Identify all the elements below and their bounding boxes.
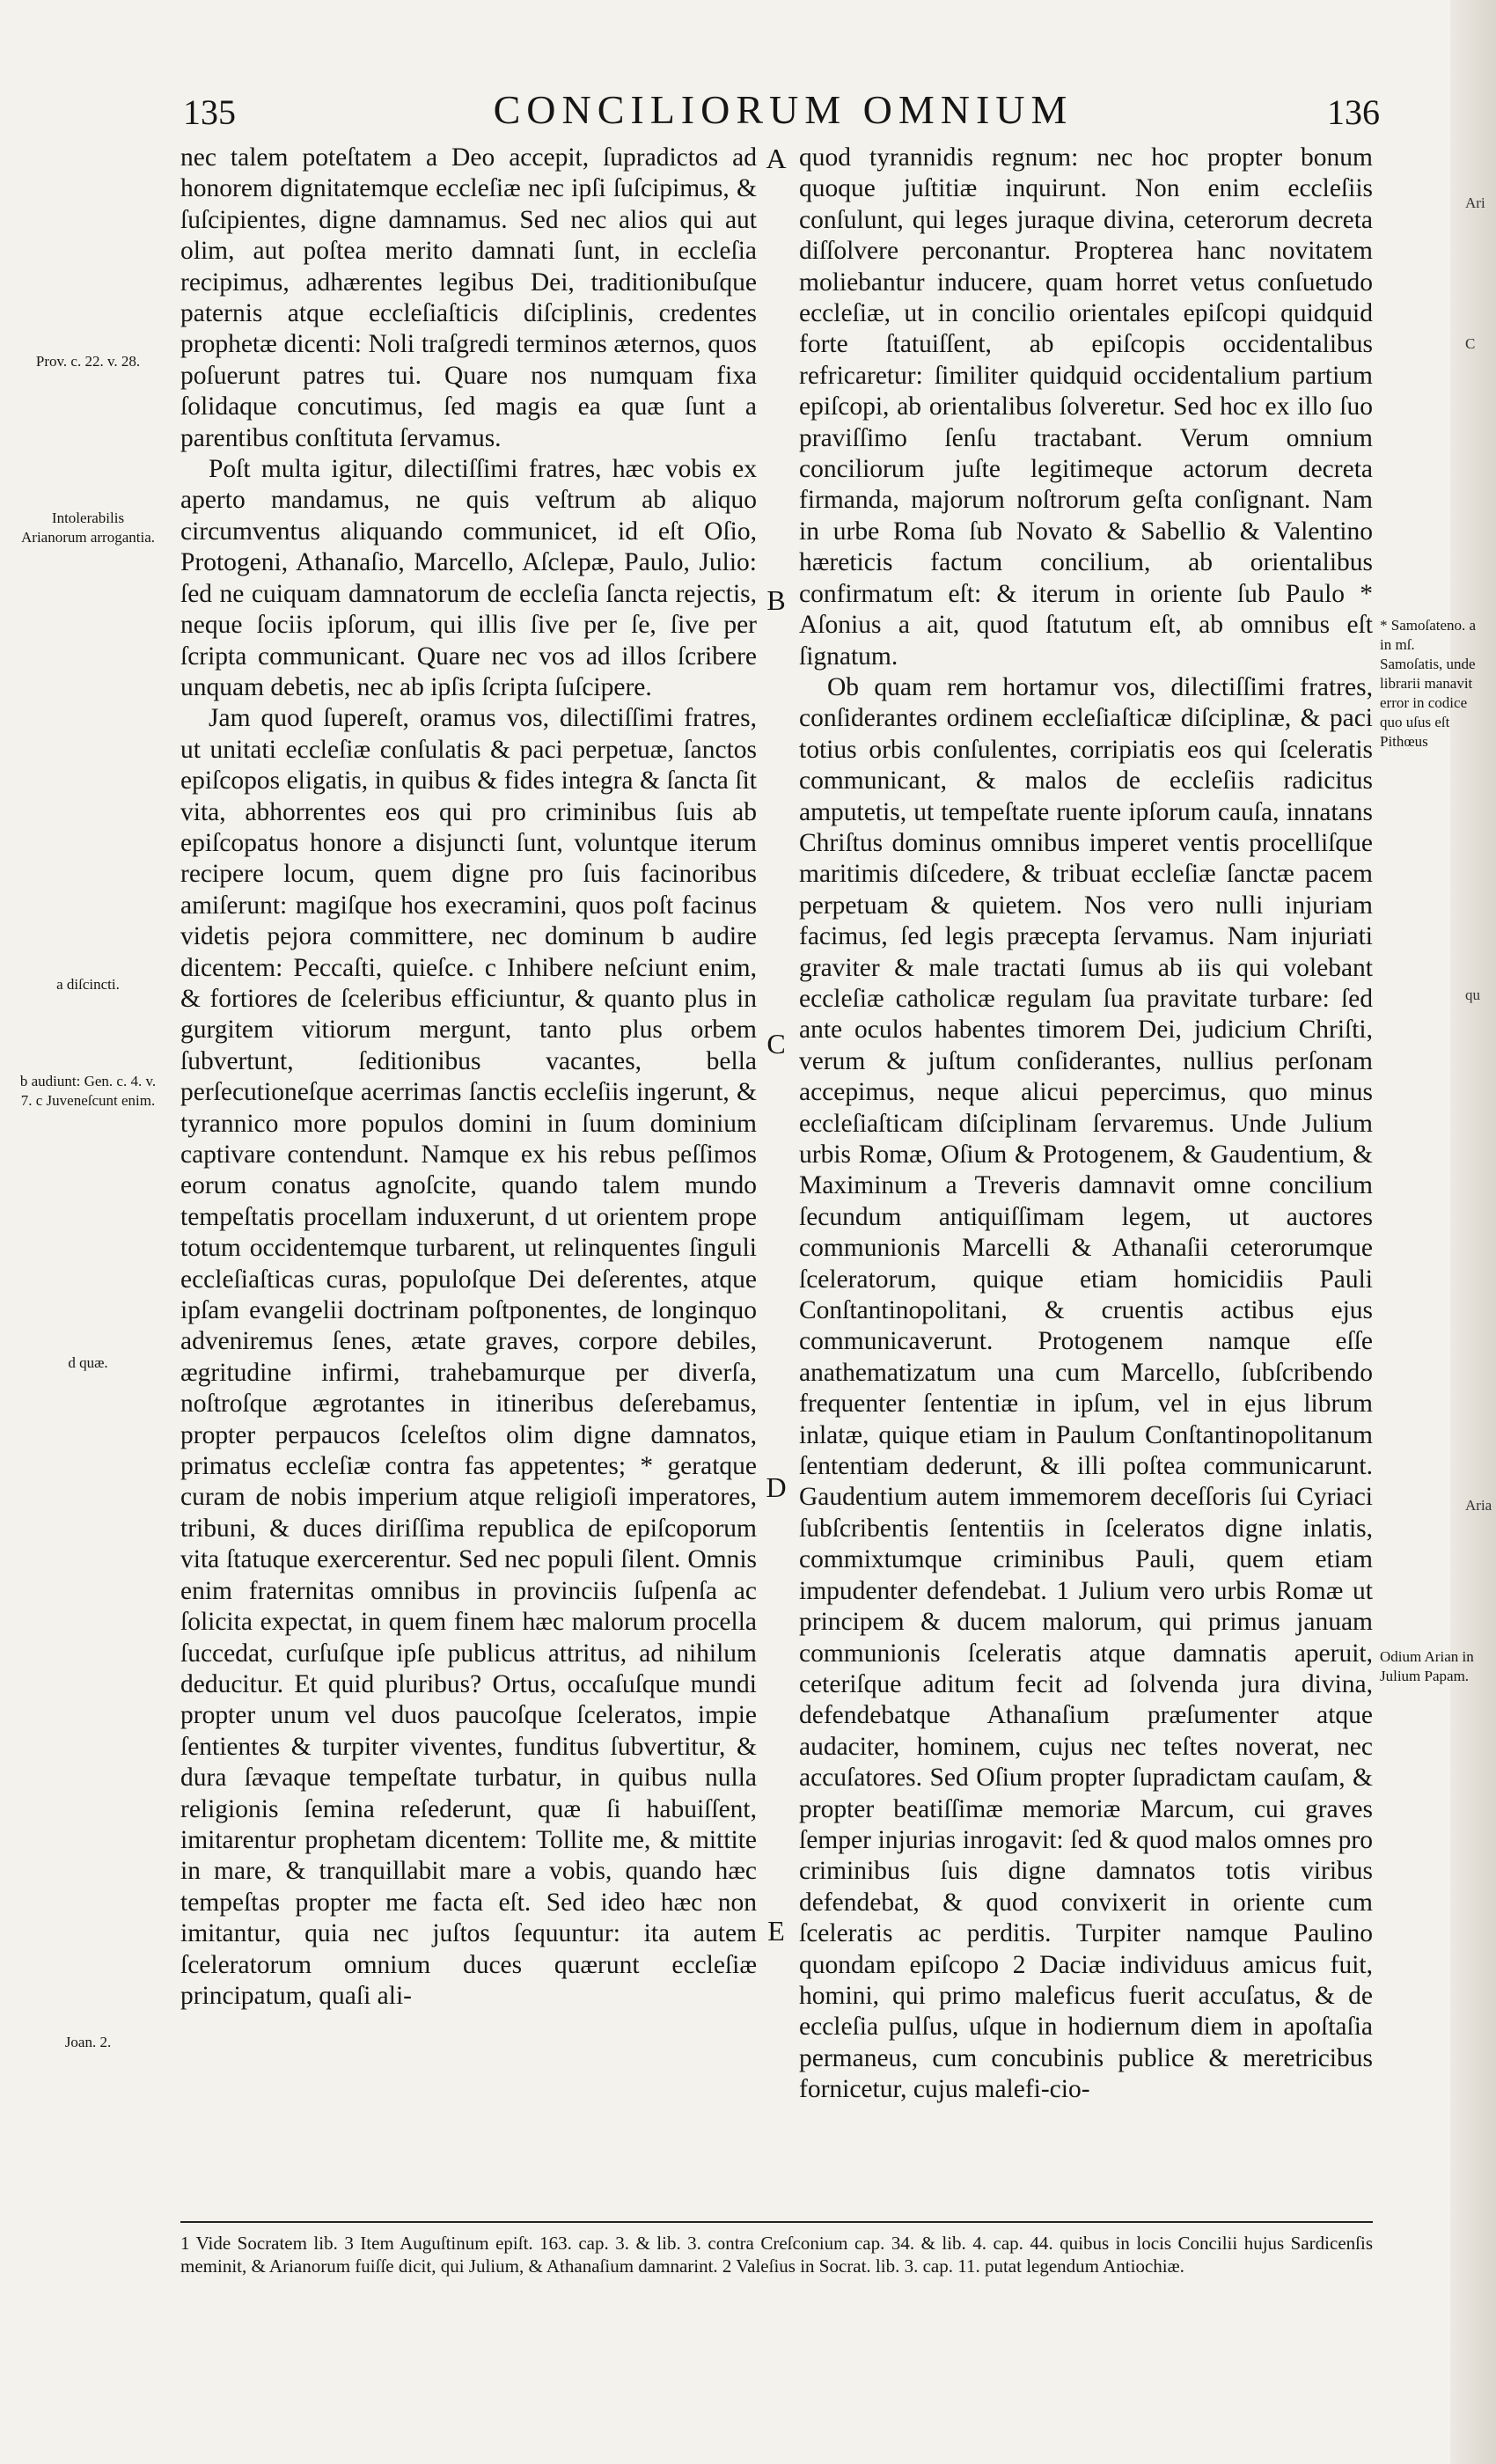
margin-note: * Samoſateno. a in mſ. Samoſatis, unde librarii manavit error in codice quo uſus eſt Pithœus — [1380, 617, 1477, 750]
section-letter-e: E — [767, 1915, 785, 1947]
footnotes: 1 Vide Socratem lib. 3 Item Auguſtinum epiſt. 163. cap. 3. & lib. 3. contra Creſconium cap. 34. & lib. 4. cap. 44. quibus in locis Concilii hujus Sardicenſis meminit, & Arianorum fuiſſe dicit, qui Julium, & Athanaſium damnarint. 2 Valeſius in Socrat. lib. 3. cap. 11. putat legendum Antiochiæ. — [180, 2233, 1373, 2277]
next-page-edge-text: Ari — [1465, 194, 1485, 211]
right-page-number: 136 — [1327, 92, 1380, 132]
left-column — [180, 143, 757, 2180]
footnote-rule — [180, 2221, 1373, 2223]
paragraph: Ob quam rem hortamur vos, dilectiſſimi fratres, conſiderantes ordinem eccleſiaſticæ diſciplinæ, & paci totius orbis conſulentes, corripiatis eos qui ſceleratis communicant, & malos de eccleſiis radicitus amputetis, ut tempeſtate ruente ipſorum cauſa, innatans Chriſtus dominus omnibus imperet ventis procelliſque maritimis diſcedere, & tribuat eccleſiæ ſanctæ pacem perpetuam & quietem. Nos vero nulli injuriam facimus, ſed legis præcepta ſervamus. Nam injuriati graviter & male tractati ſumus ab iis qui volebant eccleſiæ catholicæ regulam ſua pravitate turbare: ſed ante oculos habentes timorem Dei, judicium Chriſti, verum & juſtum conſiderantes, nullius perſonam accepimus, neque alicui pepercimus, quo minus eccleſiaſticam diſciplinam ſervaremus. Unde Julium urbis Romæ, Oſium & Protogenem, & Gaudentium, & Maximinum a Treveris damnavit omne concilium ſecundum antiquiſſimam legem, ut auctores communionis Marcelli & Athanaſii ceterorumque ſceleratorum, quique etiam homicidiis Pauli Conſtantinopolitani, & cruentis actibus ejus communicaverunt. Protogenem namque eſſe anathematizatum una cum Marcello, ſubſcribendo frequenter ſententiæ in ipſum, vel in ejus librum inlatæ, quique etiam in Paulum Conſtantinopolitanum ſententiam dederunt, & illi poſtea communicarunt. Gaudentium autem immemorem deceſſoris ſui Cyriaci ſubſcribentis ſententiis in ſceleratos digne inlatis, commixtumque criminibus Pauli, quem etiam impudenter defendebat. 1 Julium vero urbis Romæ ut principem & ducem malorum, qui primus januam communionis ſceleratis atque damnatis aperuit, ceteriſque aditum fecit ad ſolvenda jura divina, defendebatque Athanaſium præſumenter atque audaciter, hominem, cujus nec teſtes noverat, nec accuſatores. Sed Oſium propter ſupradictam cauſam, & propter beatiſſimæ memoriæ Marcum, cui graves ſemper injurias inrogavit: ſed & quod malos omnes pro criminibus ſuis digne damnatos totis viribus defendebat, & quod convixerit in oriente cum ſceleratis ac perditis. Turpiter namque Paulino quondam epiſcopo 2 Daciæ individuus amicus fuit, homini, qui primo maleficus fuerit accuſatus, & de eccleſia pulſus, uſque in hodiernum diem in apoſtaſia permaneus, cum concubinis publice & meretricibus fornicetur, cujus malefi-cio- — [799, 672, 1373, 2104]
section-letter-d: D — [766, 1471, 787, 1503]
running-title: CONCILIORUM OMNIUM — [493, 87, 1074, 132]
section-letter-b: B — [766, 584, 786, 616]
next-page-edge-text: qu — [1465, 986, 1480, 1003]
next-page-edge-text: Aria — [1465, 1497, 1492, 1514]
margin-note: b audiunt: Gen. c. 4. v. 7. c Juveneſcunt enim. — [19, 1073, 157, 1109]
right-column — [799, 143, 1373, 2180]
margin-note: d quæ. — [68, 1354, 108, 1371]
margin-note: a diſcincti. — [56, 976, 120, 993]
section-letter-a: A — [766, 143, 787, 174]
page-gutter — [1450, 0, 1496, 2464]
paragraph: quod tyrannidis regnum: nec hoc propter bonum quoque juſtitiæ inquirunt. Non enim eccleſiis conſulunt, qui leges juraque divina, ceterorum decreta diſſolvere perconantur. Propterea hanc novitatem moliebantur inducere, quam horret vetus conſuetudo eccleſiæ, ut in concilio orientales epiſcopi quidquid forte ſtatuiſſent, ab epiſcopis occidentalibus refricaretur: ſimiliter quidquid occidentalium partium epiſcopi, ab orientalibus ſolveretur. Sed hoc ex illo ſuo praviſſimo ſenſu tractabant. Verum omnium conciliorum juſte legitimeque actorum decreta firmanda, majorum noſtrorum geſta conſignant. Nam in urbe Roma ſub Novato & Sabellio & Valentino hæreticis factum concilium, ab orientalibus confirmatum eſt: & iterum in oriente ſub Paulo * Aſonius a ait, quod ſtatutum eſt, ab omnibus eſt ſignatum. — [799, 143, 1373, 671]
next-page-edge-text: C — [1465, 335, 1476, 352]
paragraph: Poſt multa igitur, dilectiſſimi fratres, hæc vobis ex aperto mandamus, ne quis veſtrum ab aliquo circumventus aliquando communicet, id eſt Oſio, Protogeni, Athanaſio, Marcello, Aſclepæ, Paulo, Julio: ſed ne cuiquam damnatorum de eccleſia ſancta rejectis, neque ſociis ipſorum, qui illis ſive per ſe, ſive per ſcripta communicant. Quare nec vos ad illos ſcribere unquam debetis, nec ab ipſis ſcripta ſuſcipere. — [180, 455, 757, 701]
margin-note: Intolerabilis Arianorum arrogantia. — [21, 510, 155, 546]
paragraph: nec talem poteſtatem a Deo accepit, ſupradictos ad honorem dignitatemque eccleſiæ nec ipſi ſuſcipimus, & ſuſcipientes, digne damnamus. Sed nec alios qui aut olim, aut poſtea merito damnati ſunt, in eccleſia recipimus, adhærentes legibus Dei, traditionibuſque paternis atque eccleſiaſticis diſciplinis, credentes prophetæ dicenti: Noli traſgredi terminos æternos, quos poſuerunt patres tui. Quare nos numquam fixa ſolidaque concutimus, ſed magis ea quæ ſunt a parentibus conſtituta ſervamus. — [180, 143, 757, 452]
margin-note: Joan. 2. — [64, 2034, 112, 2050]
margin-note: Odium Arian in Julium Papam. — [1380, 1648, 1474, 1684]
page-header — [176, 86, 1390, 143]
left-page-number: 135 — [183, 92, 236, 132]
paragraph: Jam quod ſupereſt, oramus vos, dilectiſſimi fratres, ut unitati eccleſiæ conſulatis & paci perpetuæ, ſanctos epiſcopos eligatis, in quibus & fides integra & ſancta ſit vita, abhorrentes eos qui pro criminibus ſuis ab epiſcopatus honore a disjuncti ſunt, voluntque iterum recipere locum, quem digne pro ſuis facinoribus amiſerunt: magiſque hos execramini, quos poſt facinus videtis pejora committere, nec dominum b audire dicentem: Peccaſti, quieſce. c Inhibere neſciunt enim, & fortiores de ſceleribus efficiuntur, & quanto plus in gurgitem vitiorum mergunt, tanto plus orbem ſubvertunt, ſeditionibus vacantes, bella perſecutioneſque acerrimas ſanctis eccleſiis ingerunt, & tyrannico more populos domini in ſuum dominium captivare contendunt. Namque ex his rebus peſſimos eorum conatus agnoſcite, quando talem mundo tempeſtatis procellam induxerunt, d ut orientem prope totum occidentemque turbarent, ut relinquentes ſinguli eccleſiaſticas curas, populoſque Dei deſerentes, atque ipſam evangelii doctrinam poſtponentes, de longinquo adveniremus ſenes, ætate graves, corpore debiles, ægritudine infirmi, trahebamurque per diverſa, noſtroſque ægrotantes in itineribus deſerebamus, propter perpaucos ſceleſtos olim digne damnatos, primatus eccleſiæ contra fas appetentes; * geratque curam de nobis imperium atque religioſi imperatores, tribuni, & duces diriſſima republica de epiſcoporum vita ſtatuque exercerentur. Sed nec populi ſilent. Omnis enim fraternitas omnibus in provinciis ſuſpenſa ac ſolicita expectat, in quem finem hæc malorum procella ſuccedat, curſuſque ipſe publicus attritus, ad nihilum deducitur. Et quid pluribus? Ortus, occaſuſque mundi propter unum vel duos paucoſque ſceleratos, impie ſentientes & turpiter viventes, funditus ſubvertitur, & dura ſævaque tempeſtate turbatur, in quibus nulla religionis ſemina reſederunt, quæ ſi habuiſſent, imitarentur prophetam dicentem: Tollite me, & mittite in mare, & tranquillabit mare a vobis, quando hæc tempeſtas propter me facta eſt. Sed ideo hæc non imitantur, quia nec juſtos ſequuntur: ita autem ſceleratorum omnium duces quærunt eccleſiæ principatum, quaſi ali- — [180, 704, 757, 2010]
section-letter-c: C — [766, 1028, 786, 1060]
margin-note: Prov. c. 22. v. 28. — [35, 353, 141, 370]
